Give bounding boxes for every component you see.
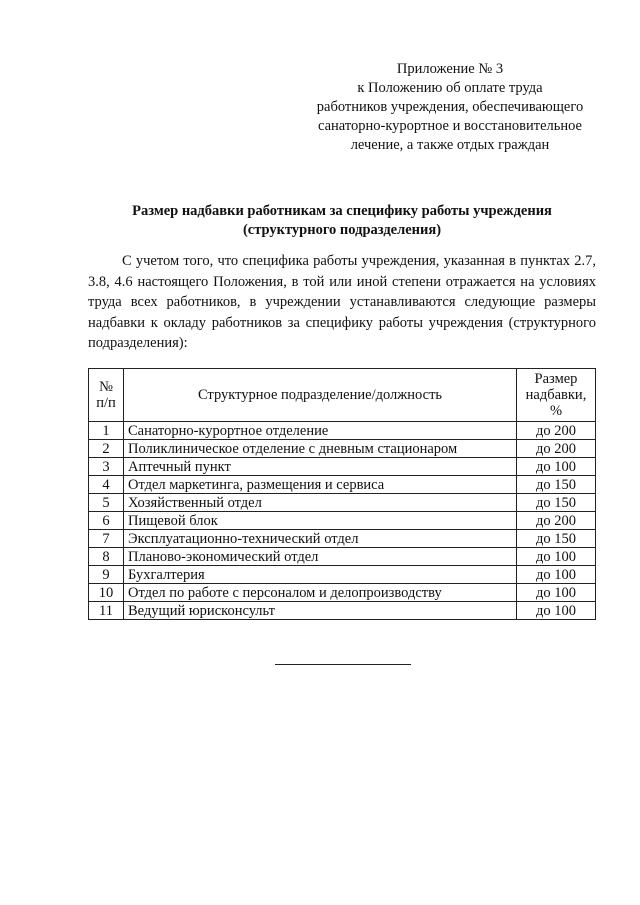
row-bonus: до 150	[517, 476, 596, 494]
table-row	[89, 584, 596, 602]
row-number: 3	[89, 458, 124, 476]
row-bonus: до 150	[517, 530, 596, 548]
header-department: Структурное подразделение/должность	[124, 369, 517, 422]
header-bonus-line: Размер	[534, 371, 578, 387]
row-bonus: до 100	[517, 602, 596, 620]
row-department: Эксплуатационно-технический отдел	[124, 530, 517, 548]
table-row	[89, 602, 596, 620]
row-bonus: до 200	[517, 422, 596, 440]
appendix-line: лечение, а также отдых граждан	[350, 137, 550, 153]
table-row	[89, 422, 596, 440]
row-department: Ведущий юрисконсульт	[124, 602, 517, 620]
row-department: Отдел по работе с персоналом и делопроизводству	[124, 584, 517, 602]
row-department: Планово-экономический отдел	[124, 548, 517, 566]
row-number: 9	[89, 566, 124, 584]
row-department: Аптечный пункт	[124, 458, 517, 476]
row-number: 11	[89, 602, 124, 620]
row-department: Отдел маркетинга, размещения и сервиса	[124, 476, 517, 494]
row-number: 7	[89, 530, 124, 548]
row-number: 8	[89, 548, 124, 566]
table-row	[89, 458, 596, 476]
row-number: 10	[89, 584, 124, 602]
header-bonus-line: %	[549, 403, 563, 419]
table-header-row	[89, 369, 596, 422]
row-bonus: до 100	[517, 548, 596, 566]
row-bonus: до 200	[517, 440, 596, 458]
intro-paragraph: С учетом того, что специфика работы учреждения, указанная в пунктах 2.7, 3.8, 4.6 настоящего Положения, в той или иной степени отражается на условиях труда всех работников, в учреждении устанавливаются следующие размеры надбавки к окладу работников за специфику работы учреждения (структурного подразделения):	[88, 253, 596, 351]
row-bonus: до 150	[517, 494, 596, 512]
table-row	[89, 548, 596, 566]
table-row	[89, 476, 596, 494]
header-bonus-line: надбавки,	[525, 387, 587, 403]
document-title	[88, 202, 596, 240]
appendix-line: работников учреждения, обеспечивающего	[316, 99, 584, 115]
row-number: 2	[89, 440, 124, 458]
row-department: Пищевой блок	[124, 512, 517, 530]
row-number: 4	[89, 476, 124, 494]
header-number	[89, 369, 124, 422]
title-line: Размер надбавки работникам за специфику работы учреждения	[132, 203, 552, 219]
table-row	[89, 440, 596, 458]
table-row	[89, 494, 596, 512]
row-bonus: до 200	[517, 512, 596, 530]
table-row	[89, 512, 596, 530]
table-row	[89, 530, 596, 548]
row-number: 5	[89, 494, 124, 512]
row-number: 6	[89, 512, 124, 530]
appendix-line: санаторно-курортное и восстановительное	[317, 118, 582, 134]
row-department: Хозяйственный отдел	[124, 494, 517, 512]
row-bonus: до 100	[517, 458, 596, 476]
closing-divider	[275, 664, 411, 665]
row-number: 1	[89, 422, 124, 440]
header-number-line: п/п	[96, 395, 116, 411]
header-bonus-size	[517, 369, 596, 422]
row-department: Санаторно-курортное отделение	[124, 422, 517, 440]
row-bonus: до 100	[517, 566, 596, 584]
header-number-line: №	[99, 379, 113, 395]
table-row	[89, 566, 596, 584]
row-bonus: до 100	[517, 584, 596, 602]
title-line: (структурного подразделения)	[242, 222, 442, 238]
row-department: Бухгалтерия	[124, 566, 517, 584]
row-department: Поликлиническое отделение с дневным стационаром	[124, 440, 517, 458]
appendix-line: Приложение № 3	[396, 61, 504, 77]
appendix-line: к Положению об оплате труда	[357, 80, 543, 96]
bonus-rates-table	[88, 368, 596, 620]
appendix-block	[290, 60, 610, 155]
